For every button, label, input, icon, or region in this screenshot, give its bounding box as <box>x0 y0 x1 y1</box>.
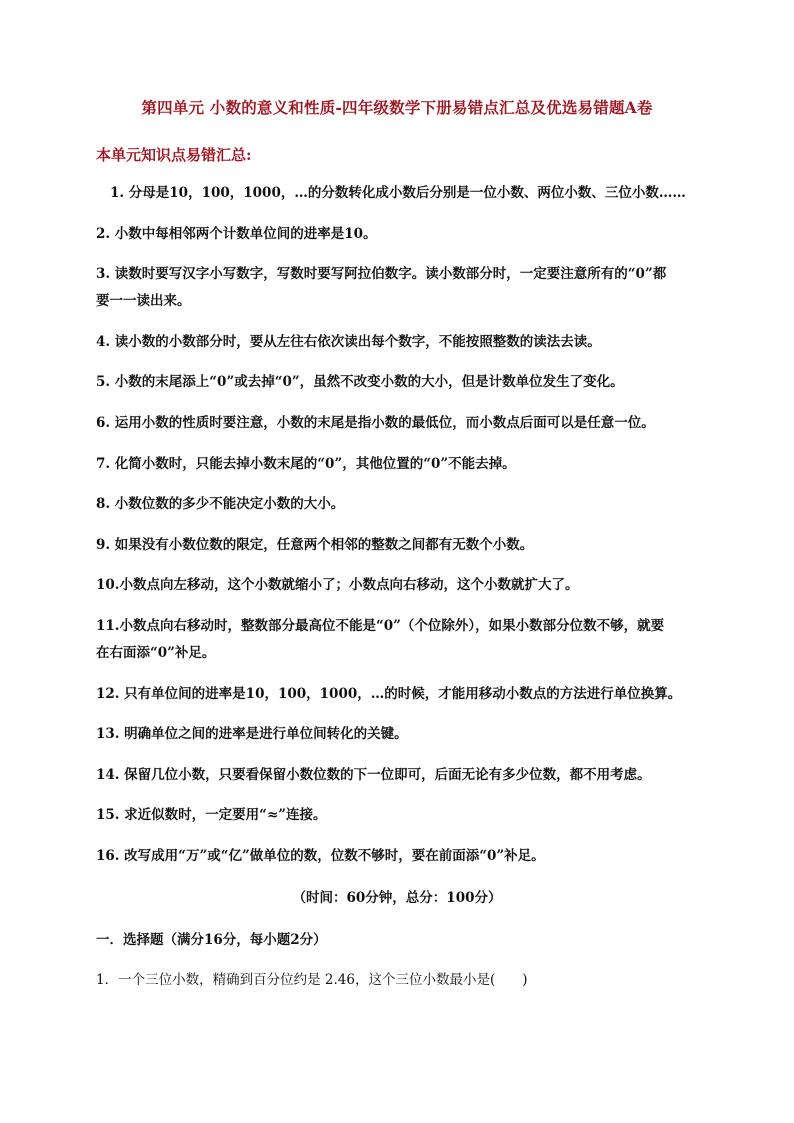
item-line: 5. 小数的末尾添上“0”或去掉“0”，虽然不改变小数的大小，但是计数单位发生了变化。 <box>96 374 624 390</box>
item-line: 15. 求近似数时，一定要用“≈”连接。 <box>96 807 327 823</box>
section-heading: 本单元知识点易错汇总: <box>96 146 252 164</box>
item-line: 要一一读出来。 <box>96 293 191 309</box>
list-item <box>96 721 706 748</box>
item-line: 1. 分母是10，100，1000，…的分数转化成小数后分别是一位小数、两位小数、三位小数…… <box>110 185 686 201</box>
question-1: 1．一个三位小数，精确到百分位约是 2.46，这个三位小数最小是( ) <box>96 972 528 988</box>
list-item <box>96 221 706 248</box>
item-line: 13. 明确单位之间的进率是进行单位间转化的关键。 <box>96 726 408 742</box>
item-line: 3. 读数时要写汉字小写数字，写数时要写阿拉伯数字。读小数部分时，一定要注意所有的“0”都 <box>96 266 667 282</box>
item-line: 7. 化简小数时，只能去掉小数末尾的“0”，其他位置的“0”不能去掉。 <box>96 456 516 472</box>
list-item <box>96 451 706 478</box>
list-item <box>96 369 706 396</box>
item-line: 6. 运用小数的性质时要注意，小数的末尾是指小数的最低位，而小数点后面可以是任意一位。 <box>96 415 655 431</box>
item-line: 14. 保留几位小数，只要看保留小数位数的下一位即可，后面无论有多少位数，都不用考虑。 <box>96 767 651 783</box>
list-item <box>96 410 706 437</box>
list-item <box>96 613 706 667</box>
list-item <box>96 843 706 870</box>
item-line: 在右面添“0”补足。 <box>96 645 216 661</box>
list-item <box>96 532 706 559</box>
list-item <box>96 261 706 315</box>
list-item <box>96 802 706 829</box>
item-line: 4. 读小数的小数部分时，要从左往右依次读出每个数字，不能按照整数的读法去读。 <box>96 334 601 350</box>
document-title: 第四单元 小数的意义和性质-四年级数学下册易错点汇总及优选易错题A卷 <box>141 98 653 117</box>
list-item <box>96 329 706 356</box>
item-line: 16. 改写成用“万”或“亿”做单位的数，位数不够时，要在前面添“0”补足。 <box>96 848 545 864</box>
item-line: 12. 只有单位间的进率是10，100，1000，…的时候，才能用移动小数点的方法进行单位换算。 <box>96 686 682 702</box>
list-item <box>96 491 706 518</box>
item-line: 2. 小数中每相邻两个计数单位间的进率是10。 <box>96 226 377 242</box>
item-line: 11.小数点向右移动时，整数部分最高位不能是“0”（个位除外），如果小数部分位数不够，就要 <box>96 618 665 634</box>
question-section-heading: 一．选择题（满分16分，每小题2分） <box>96 932 327 948</box>
list-item <box>96 762 706 789</box>
time-info: （时间：60分钟，总分：100分） <box>292 890 502 906</box>
list-item <box>96 572 706 599</box>
list-item <box>110 180 720 207</box>
item-line: 10.小数点向左移动，这个小数就缩小了；小数点向右移动，这个小数就扩大了。 <box>96 577 579 593</box>
item-line: 9. 如果没有小数位数的限定，任意两个相邻的整数之间都有无数个小数。 <box>96 537 534 553</box>
list-item <box>96 681 706 708</box>
item-line: 8. 小数位数的多少不能决定小数的大小。 <box>96 496 345 512</box>
